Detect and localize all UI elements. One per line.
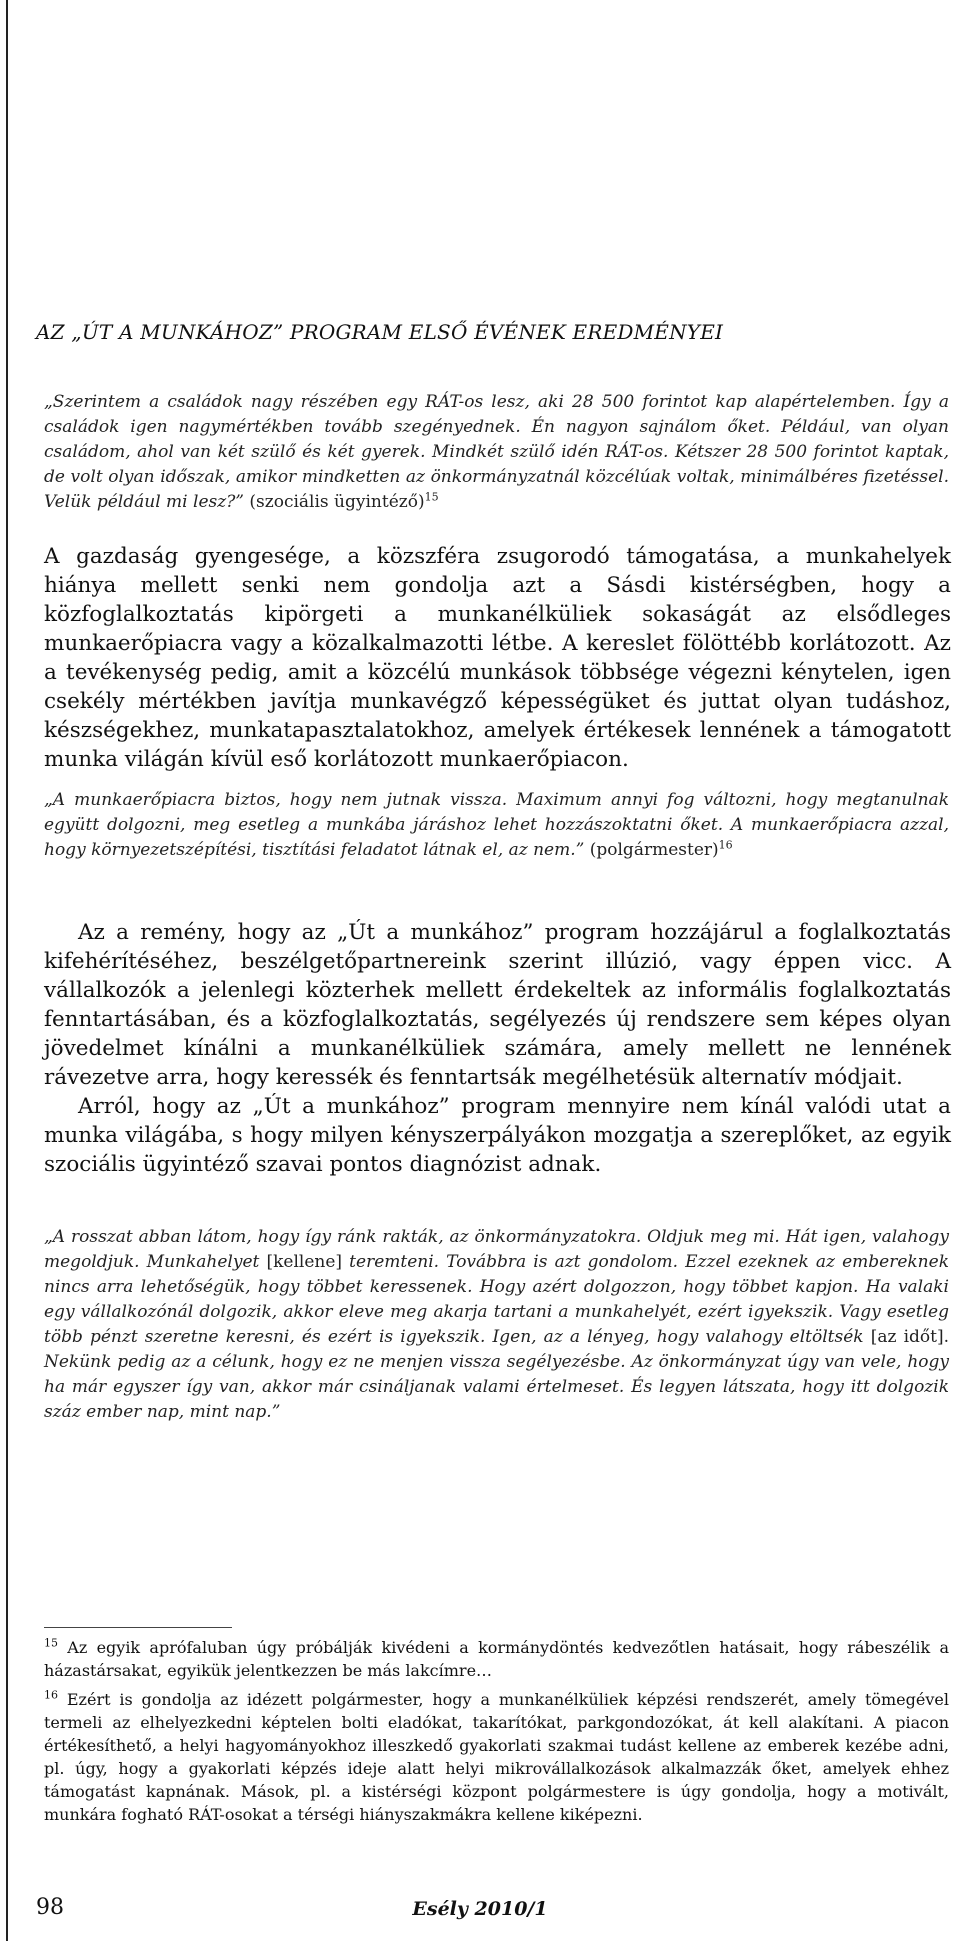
quote-3-seg3: Nekünk pedig az a célunk, hogy ez ne menjen vissza segélyezésbe. Az önkormányzat úgy van vele, hogy ha már egyszer így van, akkor már csináljanak valami értelmeset. És legyen látszata, hogy itt dolgozik száz ember nap, mint nap.” <box>44 1352 949 1422</box>
margin-rule <box>6 0 8 1941</box>
footnote-16-number: 16 <box>44 1688 58 1702</box>
paragraph-1: A gazdaság gyengesége, a közszféra zsugorodó támogatása, a munkahelyek hiánya mellett senki nem gondolja azt a Sásdi kistérségben, hogy a közfoglalkoztatás kipörgeti a munkanélküliek sokaságát az elsődleges munkaerőpiacra vagy a közalkalmazotti létbe. A kereslet fölöttébb korlátozott. Az a tevékenység pedig, amit a közcélú munkások többsége végezni kénytelen, igen csekély mértékben javítja munkavégző képességüket és juttat olyan tudáshoz, készségekhez, munkatapasztalatokhoz, amelyek értékesek lennének a támogatott munka világán kívül eső korlátozott munkaerőpiacon. <box>44 544 951 772</box>
block-quote-2 <box>44 788 949 863</box>
footnotes <box>44 1636 949 1832</box>
block-quote-3 <box>44 1225 949 1425</box>
footnote-15-number: 15 <box>44 1636 58 1650</box>
footnote-separator <box>44 1627 232 1628</box>
footnote-16-text: Ezért is gondolja az idézett polgármester, hogy a munkanélküliek képzési rendszerét, amely tömegével termeli az elhelyezkedni képtelen bolti eladókat, takarítókat, parkgondozókat, át kell alakítani. A piacon értékesíthető, a helyi hagyományokhoz illeszkedő gyakorlati szakmai tudást kellene az emberek kezébe adni, pl. úgy, hogy a gyakorlati képzés ideje alatt helyi mikrovállalkozások alkalmazzák őket, amelyek ehhez támogatást kapnának. Mások, pl. a kistérségi központ polgármestere is úgy gondolja, hogy a motivált, munkára fogható RÁT-osokat a térségi hiányszakmákra kellene kiképezni. <box>44 1690 949 1824</box>
block-quote-1 <box>44 390 949 515</box>
footnote-ref-16: 16 <box>718 838 733 852</box>
body-paragraphs-2 <box>44 918 951 1179</box>
body-paragraph-1 <box>44 542 951 774</box>
footnote-15 <box>44 1636 949 1682</box>
footnote-15-text: Az egyik aprófaluban úgy próbálják kivédeni a kormánydöntés kedvezőtlen hatásait, hogy rábeszélik a házastársakat, egyikük jelentkezzen be más lakcímre… <box>44 1638 950 1680</box>
running-title: AZ „ÚT A MUNKÁHOZ” PROGRAM ELSŐ ÉVÉNEK EREDMÉNYEI <box>36 320 724 344</box>
quote-3-bracket1: [kellene] <box>266 1252 343 1272</box>
quote-1-attribution: (szociális ügyintéző) <box>249 492 425 512</box>
quote-2-text: „A munkaerőpiacra biztos, hogy nem jutnak vissza. Maximum annyi fog változni, hogy megtanulnak együtt dolgozni, meg esetleg a munkába járáshoz lehet hozzászoktatni őket. A munkaerőpiacra azzal, hogy környezetszépítési, tisztítási feladatot látnak el, az nem.” <box>44 790 949 860</box>
paragraph-3: Arról, hogy az „Út a munkához” program mennyire nem kínál valódi utat a munka világába, s hogy milyen kényszerpályákon mozgatja a szereplőket, az egyik szociális ügyintéző szavai pontos diagnózist adnak. <box>44 1094 951 1177</box>
quote-3-bracket2: [az időt]. <box>870 1327 949 1347</box>
quote-3-seg2: teremteni. Továbbra is azt gondolom. Ezzel ezeknek az embereknek nincs arra lehetőségük, hogy többet keressenek. Hogy azért dolgozzon, hogy többet kapjon. Ha valaki egy vállalkozónál dolgozik, akkor eleve meg akarja tartani a munkahelyét, ezért igyekszik. Vagy esetleg több pénzt szeretne keresni, és ezért is igyekszik. Igen, az a lényeg, hogy valahogy eltöltsék <box>44 1252 949 1347</box>
page-number: 98 <box>36 1895 64 1920</box>
footnote-16 <box>44 1688 949 1826</box>
paragraph-2: Az a remény, hogy az „Út a munkához” program hozzájárul a foglalkoztatás kifehérítéséhez, beszélgetőpartnereink szerint illúzió, vagy éppen vicc. A vállalkozók a jelenlegi közterhek mellett érdekeltek az informális foglalkoztatás fenntartásában, és a közfoglalkoztatás, segélyezés új rendszere sem képes olyan jövedelmet kínálni a munkanélküliek számára, amely mellett ne lennének rávezetve arra, hogy keressék és fenntartsák megélhetésük alternatív módjait. <box>44 920 951 1090</box>
quote-3-seg1: „A rosszat abban látom, hogy így ránk rakták, az önkormányzatokra. Oldjuk meg mi. Hát igen, valahogy megoldjuk. Munkahelyet <box>44 1227 949 1272</box>
journal-title: Esély 2010/1 <box>412 1898 548 1920</box>
quote-2-attribution: (polgármester) <box>589 840 719 860</box>
quote-1-text: „Szerintem a családok nagy részében egy RÁT-os lesz, aki 28 500 forintot kap alapértelemben. Így a családok igen nagymértékben tovább szegényednek. Én nagyon sajnálom őket. Például, van olyan családom, ahol van két szülő és két gyerek. Mindkét szülő idén RÁT-os. Kétszer 28 500 forintot kaptak, de volt olyan időszak, amikor mindketten az önkormányzatnál közcélúak voltak, minimálbéres fizetéssel. Velük például mi lesz?” <box>44 392 949 512</box>
footnote-ref-15: 15 <box>424 490 439 504</box>
